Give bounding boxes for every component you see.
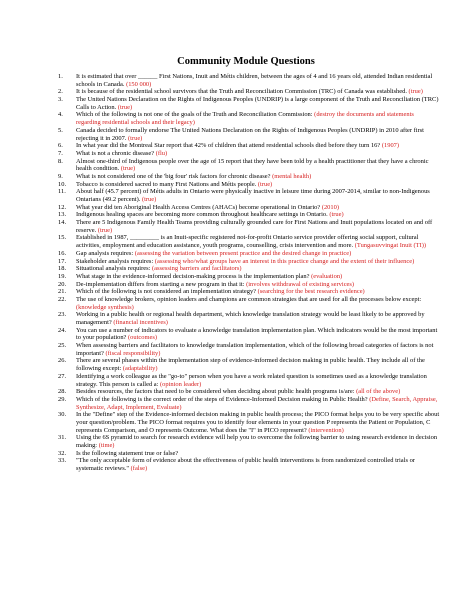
- question-number: 30.: [58, 411, 67, 419]
- answer-text: (fiscal responsibility): [105, 349, 161, 357]
- question-text: Tobacco is considered sacred to many First Nations and Métis people.: [76, 180, 257, 188]
- question-number: 7.: [58, 149, 63, 157]
- question-text: There are 5 Indigenous Family Health Teams providing culturally grounded care for First Nations and Inuit populations located on and off reserve.: [76, 219, 433, 234]
- answer-text: (true): [117, 103, 133, 111]
- question-number: 28.: [58, 388, 67, 396]
- question-number: 5.: [58, 126, 63, 134]
- question-number: 3.: [58, 96, 63, 104]
- question-item: [58, 181, 440, 189]
- question-number: 13.: [58, 211, 67, 219]
- answer-text: (opinion leader): [160, 380, 202, 388]
- answer-text: (true): [128, 134, 143, 142]
- answer-text: (true): [141, 196, 157, 203]
- question-item: [58, 311, 440, 326]
- question-text: Stakeholder analysis requires:: [76, 257, 154, 265]
- question-item: [58, 127, 440, 142]
- question-number: 19.: [58, 272, 67, 280]
- answer-text: (2010): [321, 203, 339, 211]
- question-number: 15.: [58, 234, 67, 242]
- question-text: When assessing barriers and facilitators to knowledge translation implementation, which of the following broad categories of factors is not important?: [76, 342, 434, 357]
- answer-text: (true): [257, 180, 273, 188]
- answer-text: (searching for the best research evidence): [257, 288, 365, 296]
- question-item: [58, 73, 440, 88]
- question-number: 23.: [58, 311, 67, 319]
- question-text: It is because of the residential school survivors that the Truth and Reconciliation Commission (TRC) of Canada was established.: [76, 88, 407, 96]
- question-text: Is the following statement true or false?: [76, 449, 179, 457]
- question-text: The use of knowledge brokers, opinion leaders and champions are common strategies that are used for all the processes below except:: [76, 295, 422, 303]
- question-item: [58, 111, 440, 126]
- answer-text: (outcomes): [128, 334, 157, 342]
- question-text: De-implementation differs from starting a new program in that it:: [76, 280, 245, 288]
- question-text: Using the 6S pyramid to search for research evidence will help you to overcome the following barrier to using research evidence in decision making:: [76, 434, 438, 449]
- answer-text: (false): [130, 465, 148, 473]
- answer-text: (destroy the documents and statements regarding residential schools and their legacy): [76, 111, 414, 127]
- answer-text: (true): [97, 226, 113, 234]
- question-text: What is not considered one of the 'big four' risk factors for chronic disease?: [76, 172, 271, 180]
- question-number: 33.: [58, 457, 67, 465]
- question-item: [58, 327, 440, 342]
- answer-text: (involves withdrawal of existing services): [246, 280, 355, 288]
- question-item: [58, 457, 440, 472]
- question-text: Identifying a work colleague as the "go-to" person when you have a work related question is sometimes used as a knowledge translation strategy. This person is called a:: [76, 372, 427, 388]
- question-item: [58, 96, 440, 111]
- question-item: [58, 258, 440, 266]
- question-item: [58, 88, 440, 96]
- question-item: [58, 373, 440, 388]
- answer-text: (intervention): [308, 426, 344, 434]
- question-item: [58, 296, 440, 311]
- answer-text: (true): [329, 211, 344, 219]
- question-number: 2.: [58, 88, 63, 96]
- question-number: 21.: [58, 288, 67, 296]
- question-item: [58, 411, 440, 434]
- answer-text: (evaluation): [311, 272, 343, 280]
- question-list: [58, 73, 440, 473]
- question-number: 11.: [58, 188, 66, 196]
- question-item: [58, 142, 440, 150]
- question-text: Almost one-third of Indigenous people over the age of 15 report that they have been told by a health practitioner that they have a chronic health condition.: [76, 157, 429, 173]
- question-item: [58, 150, 440, 158]
- question-number: 6.: [58, 142, 63, 150]
- question-text: Which of the following is not one of the goals of the Truth and Reconciliation Commission:: [76, 111, 313, 119]
- question-number: 16.: [58, 249, 67, 257]
- question-item: [58, 434, 440, 449]
- answer-text: (mental health): [272, 172, 312, 180]
- question-text: What year did ten Aboriginal Health Access Centres (AHACs) become operational in Ontario?: [76, 203, 321, 211]
- question-text: Indigenous healing spaces are becoming more common throughout healthcare settings in Ontario.: [76, 211, 328, 219]
- question-text: About half (45.7 percent) of Métis adults in Ontario were physically inactive in leisure time during 2007-2014, similar to non-Indigenous Ontarians (49.2 percent).: [76, 188, 430, 203]
- question-number: 18.: [58, 265, 67, 273]
- question-number: 20.: [58, 280, 67, 288]
- question-number: 26.: [58, 357, 67, 365]
- answer-text: (financial incentives): [113, 319, 168, 326]
- question-text: What is not a chronic disease?: [76, 149, 155, 157]
- question-number: 32.: [58, 449, 67, 457]
- question-number: 1.: [58, 73, 63, 80]
- question-number: 24.: [58, 326, 67, 334]
- answer-text: (true): [120, 165, 136, 173]
- question-number: 29.: [58, 395, 67, 403]
- question-item: [58, 281, 440, 289]
- question-number: 14.: [58, 219, 67, 227]
- question-number: 27.: [58, 372, 67, 380]
- question-text: Which of the following is the correct order of the steps of Evidence-Informed Decision making in Public Health?: [76, 395, 368, 403]
- question-number: 9.: [58, 172, 63, 180]
- question-number: 8.: [58, 157, 63, 165]
- question-text: In the "Define" step of the Evidence-informed decision making in public health process; the PICO format helps you to be very specific about your question/problem. The PICO format requires you to identify four elements in your question P represents the Patient or Population, C represents Comparison, and O represents Outcome. What does the "I" in PICO represent?: [76, 411, 440, 434]
- answer-text: (true): [408, 88, 423, 96]
- question-number: 22.: [58, 295, 67, 303]
- question-item: [58, 188, 440, 203]
- question-item: [58, 342, 440, 357]
- answer-text: (adaptability): [122, 365, 158, 373]
- answer-text: (flu): [155, 149, 168, 157]
- question-item: [58, 211, 440, 219]
- answer-text: (all of the above): [356, 388, 401, 396]
- document-title: Community Module Questions: [177, 56, 315, 67]
- question-text: Besides resources, the factors that need to be considered when deciding about public health programs is/are:: [76, 388, 355, 396]
- question-text: "The only acceptable form of evidence about the effectiveness of public health interventions is from randomized controlled trials or systematic reviews.": [76, 457, 415, 473]
- answer-text: (assessing who/what groups have an interest in this practice change and the extent of their influence): [154, 257, 415, 265]
- question-text: Canada decided to formally endorse The United Nations Declaration on the Rights of Indigenous Peoples (UNDRIP) in 2010 after first rejecting it in 2007.: [76, 126, 424, 142]
- answer-text: (time): [98, 442, 115, 449]
- question-text: There are several phases within the implementation step of evidence-informed decision making in public health. They include all of the following except:: [76, 357, 425, 373]
- answer-text: (knowledge synthesis): [76, 303, 134, 311]
- question-number: 12.: [58, 203, 67, 211]
- answer-text: (Define, Search, Appraise, Synthesize, Adapt, Implement, Evaluate): [76, 395, 438, 411]
- question-item: [58, 250, 440, 258]
- question-text: The United Nations Declaration on the Rights of Indigenous Peoples (UNDRIP) is a large component of the Truth and Reconciliation (TRC) Calls to Action.: [76, 96, 439, 111]
- question-item: [58, 273, 440, 281]
- answer-text: (Tungasuvvingat Inuit (TI)): [354, 242, 426, 250]
- question-item: [58, 173, 440, 181]
- question-item: [58, 388, 440, 396]
- question-number: 4.: [58, 111, 63, 119]
- question-text: It is estimated that over ______ First Nations, Inuit and Métis children, between the ages of 4 and 16 years old, attended Indian residential schools in Canada.: [76, 73, 433, 88]
- question-number: 17.: [58, 257, 67, 265]
- question-item: [58, 219, 440, 234]
- question-item: [58, 288, 440, 296]
- question-number: 25.: [58, 342, 67, 350]
- answer-text: (assessing barriers and facilitators): [151, 265, 242, 273]
- answer-text: (150 000): [126, 80, 152, 88]
- question-item: [58, 396, 440, 411]
- question-item: [58, 265, 440, 273]
- question-number: 10.: [58, 180, 67, 188]
- question-text: What stage in the evidence-informed decision-making process is the implementation plan?: [76, 272, 310, 280]
- question-number: 31.: [58, 434, 67, 442]
- question-item: [58, 234, 440, 249]
- question-item: [58, 204, 440, 212]
- question-text: Situational analysis requires:: [76, 265, 151, 273]
- question-text: Working in a public health or regional health department, which knowledge translation strategy would be least likely to be approved by management?: [76, 311, 425, 326]
- question-item: [58, 357, 440, 372]
- answer-text: (1907): [381, 142, 400, 150]
- answer-text: (assessing the variation between present practice and the desired change in practice): [134, 249, 352, 257]
- question-text: You can use a number of indicators to evaluate a knowledge translation implementation plan. Which indicators would be the most important to your population?: [76, 326, 438, 342]
- question-item: [58, 450, 440, 458]
- question-text: Which of the following is not considered an implementation strategy?: [76, 288, 257, 296]
- question-text: Established in 1987, _________ is an Inuit-specific registered not-for-profit Ontario service provider offering social support, cultural activities, employment and education assistance, youth programs, counselling, crisis intervention and more.: [76, 234, 419, 250]
- question-item: [58, 158, 440, 173]
- question-text: Gap analysis requires:: [76, 249, 134, 257]
- question-text: In what year did the Montreal Star report that 42% of children that attend residential schools died before they turn 16?: [76, 142, 381, 150]
